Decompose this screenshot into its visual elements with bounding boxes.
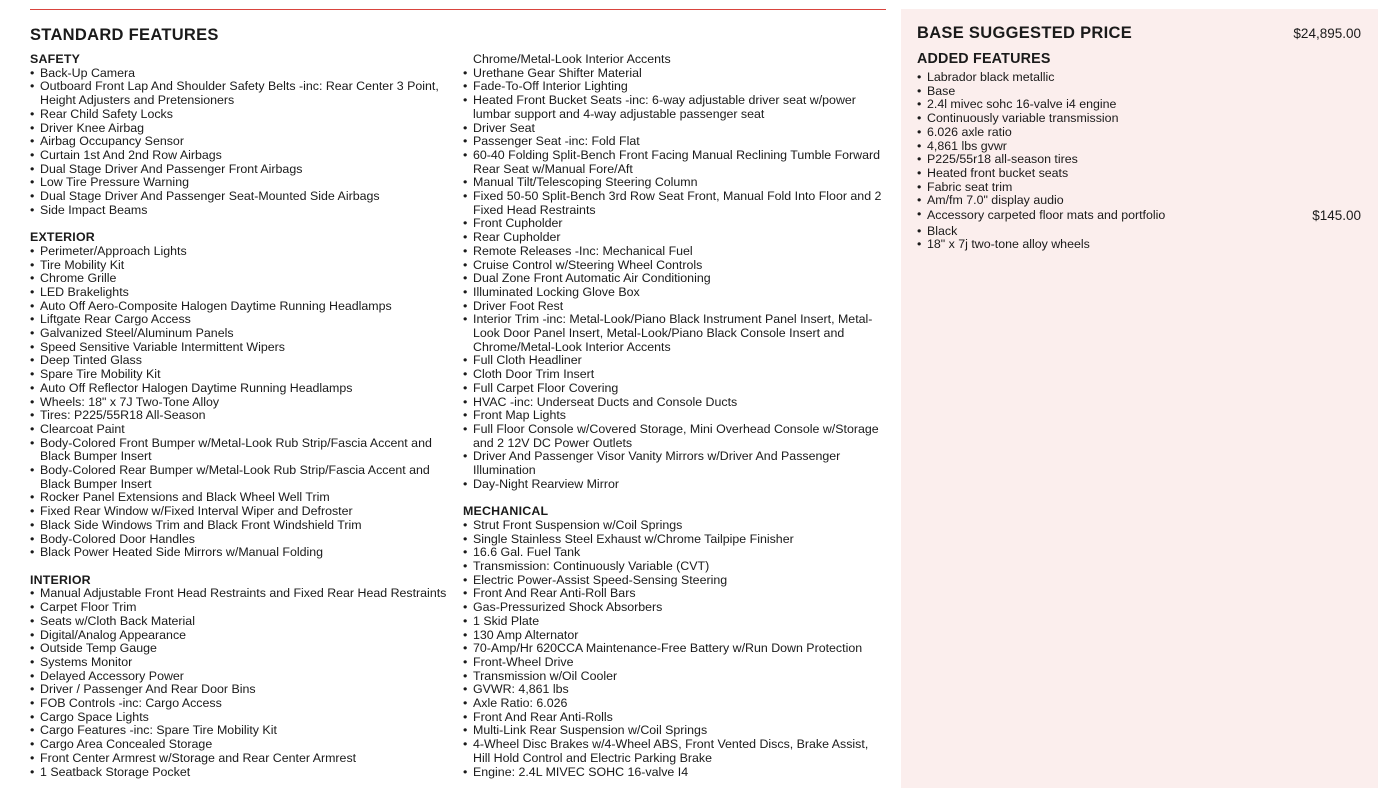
list-item: • Remote Releases -Inc: Mechanical Fuel [463,245,883,259]
mechanical-group [463,505,883,779]
added-feature-label: Am/fm 7.0" display audio [927,193,1064,208]
interior-heading: INTERIOR [30,572,91,587]
list-item: • Cloth Door Trim Insert [463,368,883,382]
list-item: • Driver / Passenger And Rear Door Bins [30,683,450,697]
added-feature-item [917,112,1361,126]
list-item: • Driver Foot Rest [463,300,883,314]
list-item: • Rear Cupholder [463,231,883,245]
list-item: • Front Center Armrest w/Storage and Rear Center Armrest [30,752,450,766]
list-item: • Cargo Features -inc: Spare Tire Mobility Kit [30,724,450,738]
list-item: • Side Impact Beams [30,204,450,218]
added-feature-item [917,153,1361,167]
interior-continued-group [463,53,883,492]
list-item: • Deep Tinted Glass [30,354,450,368]
list-item: • Dual Zone Front Automatic Air Conditioning [463,272,883,286]
list-item: • Driver Seat [463,122,883,136]
list-item: • Systems Monitor [30,656,450,670]
mechanical-heading: MECHANICAL [463,504,549,519]
list-item: • Black Side Windows Trim and Black Front Windshield Trim [30,519,450,533]
list-item: • 1 Seatback Storage Pocket [30,766,450,780]
list-item: • Single Stainless Steel Exhaust w/Chrome Tailpipe Finisher [463,533,883,547]
list-item: • 70-Amp/Hr 620CCA Maintenance-Free Battery w/Run Down Protection [463,642,883,656]
added-feature-label: Black [927,223,958,238]
interior-continued-items [463,67,883,492]
added-features-heading: ADDED FEATURES [917,51,1051,67]
list-item: • 130 Amp Alternator [463,629,883,643]
added-feature-item [917,85,1361,99]
added-feature-label: Fabric seat trim [927,179,1013,194]
list-item: • Outboard Front Lap And Shoulder Safety Belts -inc: Rear Center 3 Point, Height Adjusters and Pretensioners [30,80,450,107]
list-item: • Transmission w/Oil Cooler [463,670,883,684]
safety-group [30,53,450,217]
interior-list [30,587,450,779]
list-item: • Front Cupholder [463,217,883,231]
list-item: • Outside Temp Gauge [30,642,450,656]
list-item: • Passenger Seat -inc: Fold Flat [463,135,883,149]
list-item: • 1 Skid Plate [463,615,883,629]
list-item: • Rocker Panel Extensions and Black Wheel Well Trim [30,491,450,505]
list-item: • Gas-Pressurized Shock Absorbers [463,601,883,615]
list-item: • Cruise Control w/Steering Wheel Controls [463,259,883,273]
exterior-list [30,245,450,560]
list-item: • Axle Ratio: 6.026 [463,697,883,711]
list-item: • Transmission: Continuously Variable (CVT) [463,560,883,574]
list-item: • Heated Front Bucket Seats -inc: 6-way adjustable driver seat w/power lumbar support and 4-way adjustable passenger seat [463,94,883,121]
added-feature-label: 18" x 7j two-tone alloy wheels [927,237,1090,252]
exterior-group [30,231,450,560]
list-item: • Digital/Analog Appearance [30,629,450,643]
added-feature-item [917,140,1361,154]
list-item: • Cargo Area Concealed Storage [30,738,450,752]
list-item: • Day-Night Rearview Mirror [463,478,883,492]
added-feature-item [917,167,1361,181]
list-item: • Tire Mobility Kit [30,259,450,273]
list-item: • Black Power Heated Side Mirrors w/Manual Folding [30,546,450,560]
list-item: • Full Floor Console w/Covered Storage, Mini Overhead Console w/Storage and 2 12V DC Power Outlets [463,423,883,450]
interior-continued-list [463,53,883,67]
list-item: • Dual Stage Driver And Passenger Seat-Mounted Side Airbags [30,190,450,204]
added-feature-label: 6.026 axle ratio [927,124,1012,139]
list-item: • Curtain 1st And 2nd Row Airbags [30,149,450,163]
standard-features-title: STANDARD FEATURES [30,26,219,44]
list-item: • Auto Off Aero-Composite Halogen Daytime Running Headlamps [30,300,450,314]
list-item: • FOB Controls -inc: Cargo Access [30,697,450,711]
standard-features-panel [30,9,886,789]
added-feature-label: 2.4l mivec sohc 16-valve i4 engine [927,97,1117,112]
list-item: • Perimeter/Approach Lights [30,245,450,259]
list-item: • Carpet Floor Trim [30,601,450,615]
list-item: • 4-Wheel Disc Brakes w/4-Wheel ABS, Front Vented Discs, Brake Assist, Hill Hold Control and Electric Parking Brake [463,738,883,765]
list-item: • Manual Adjustable Front Head Restraints and Fixed Rear Head Restraints [30,587,450,601]
list-item: • Back-Up Camera [30,67,450,81]
list-item: • Airbag Occupancy Sensor [30,135,450,149]
list-item: • Engine: 2.4L MIVEC SOHC 16-valve I4 [463,766,883,780]
added-feature-label: P225/55r18 all-season tires [927,152,1078,167]
list-item: • Strut Front Suspension w/Coil Springs [463,519,883,533]
list-item: • Seats w/Cloth Back Material [30,615,450,629]
list-item: • Tires: P225/55R18 All-Season [30,409,450,423]
added-feature-label: 4,861 lbs gvwr [927,138,1007,153]
list-item: • Front-Wheel Drive [463,656,883,670]
list-item: • Auto Off Reflector Halogen Daytime Running Headlamps [30,382,450,396]
added-feature-price: $145.00 [1312,208,1361,224]
list-item: • Liftgate Rear Cargo Access [30,313,450,327]
list-item: • Interior Trim -inc: Metal-Look/Piano Black Instrument Panel Insert, Metal-Look Door Panel Insert, Metal-Look/Piano Black Console Insert and Chrome/Metal-Look Interior Accents [463,313,883,354]
added-feature-label: Continuously variable transmission [927,111,1119,126]
list-item: • Front And Rear Anti-Roll Bars [463,587,883,601]
list-item: • HVAC -inc: Underseat Ducts and Console Ducts [463,396,883,410]
list-item: • Multi-Link Rear Suspension w/Coil Springs [463,724,883,738]
added-feature-label: Labrador black metallic [927,70,1055,84]
features-column-right [463,53,883,793]
added-feature-item [917,208,1361,225]
exterior-heading: EXTERIOR [30,230,95,245]
base-price-row [917,24,1361,44]
added-feature-label: Base [927,83,956,98]
added-feature-label: Accessory carpeted floor mats and portfolio [927,208,1166,223]
base-price-value: $24,895.00 [1293,26,1361,41]
list-item: • Cargo Space Lights [30,711,450,725]
list-item: • Clearcoat Paint [30,423,450,437]
list-item: • Fixed Rear Window w/Fixed Interval Wiper and Defroster [30,505,450,519]
added-features-list [917,71,1361,252]
list-item: • Front And Rear Anti-Rolls [463,711,883,725]
list-item: • Wheels: 18" x 7J Two-Tone Alloy [30,396,450,410]
list-item: • Fade-To-Off Interior Lighting [463,80,883,94]
list-item: • Fixed 50-50 Split-Bench 3rd Row Seat Front, Manual Fold Into Floor and 2 Fixed Head Restraints [463,190,883,217]
added-feature-item [917,181,1361,195]
list-item: • Galvanized Steel/Aluminum Panels [30,327,450,341]
list-item: Chrome/Metal-Look Interior Accents [473,52,671,66]
safety-heading: SAFETY [30,52,81,66]
list-item: • Urethane Gear Shifter Material [463,67,883,81]
list-item: • Electric Power-Assist Speed-Sensing Steering [463,574,883,588]
added-feature-item [917,126,1361,140]
list-item: • Driver And Passenger Visor Vanity Mirrors w/Driver And Passenger Illumination [463,450,883,477]
mechanical-list [463,519,883,779]
added-feature-item [917,238,1361,252]
added-feature-item [917,71,1361,85]
safety-list [30,67,450,218]
list-item: • Dual Stage Driver And Passenger Front Airbags [30,163,450,177]
list-item: • Illuminated Locking Glove Box [463,286,883,300]
list-item: • Chrome Grille [30,272,450,286]
added-feature-item [917,225,1361,239]
base-price-label: BASE SUGGESTED PRICE [917,24,1133,42]
list-item: • Spare Tire Mobility Kit [30,368,450,382]
price-panel [901,9,1378,788]
list-item: • 60-40 Folding Split-Bench Front Facing Manual Reclining Tumble Forward Rear Seat w/Manual Fore/Aft [463,149,883,176]
added-feature-item [917,194,1361,208]
added-feature-label: Heated front bucket seats [927,165,1069,180]
list-item: • Body-Colored Rear Bumper w/Metal-Look Rub Strip/Fascia Accent and Black Bumper Insert [30,464,450,491]
list-item: • Delayed Accessory Power [30,670,450,684]
list-item: • GVWR: 4,861 lbs [463,683,883,697]
interior-group [30,574,450,780]
list-item: • LED Brakelights [30,286,450,300]
added-feature-item [917,98,1361,112]
features-column-left [30,53,450,793]
list-item: • Rear Child Safety Locks [30,108,450,122]
list-item: • Low Tire Pressure Warning [30,176,450,190]
list-item: • Full Carpet Floor Covering [463,382,883,396]
list-item: • Body-Colored Door Handles [30,533,450,547]
list-item: • Manual Tilt/Telescoping Steering Column [463,176,883,190]
list-item: • Driver Knee Airbag [30,122,450,136]
list-item: • Front Map Lights [463,409,883,423]
list-item: • 16.6 Gal. Fuel Tank [463,546,883,560]
list-item: • Full Cloth Headliner [463,354,883,368]
list-item: • Speed Sensitive Variable Intermittent Wipers [30,341,450,355]
list-item: • Body-Colored Front Bumper w/Metal-Look Rub Strip/Fascia Accent and Black Bumper Insert [30,437,450,464]
